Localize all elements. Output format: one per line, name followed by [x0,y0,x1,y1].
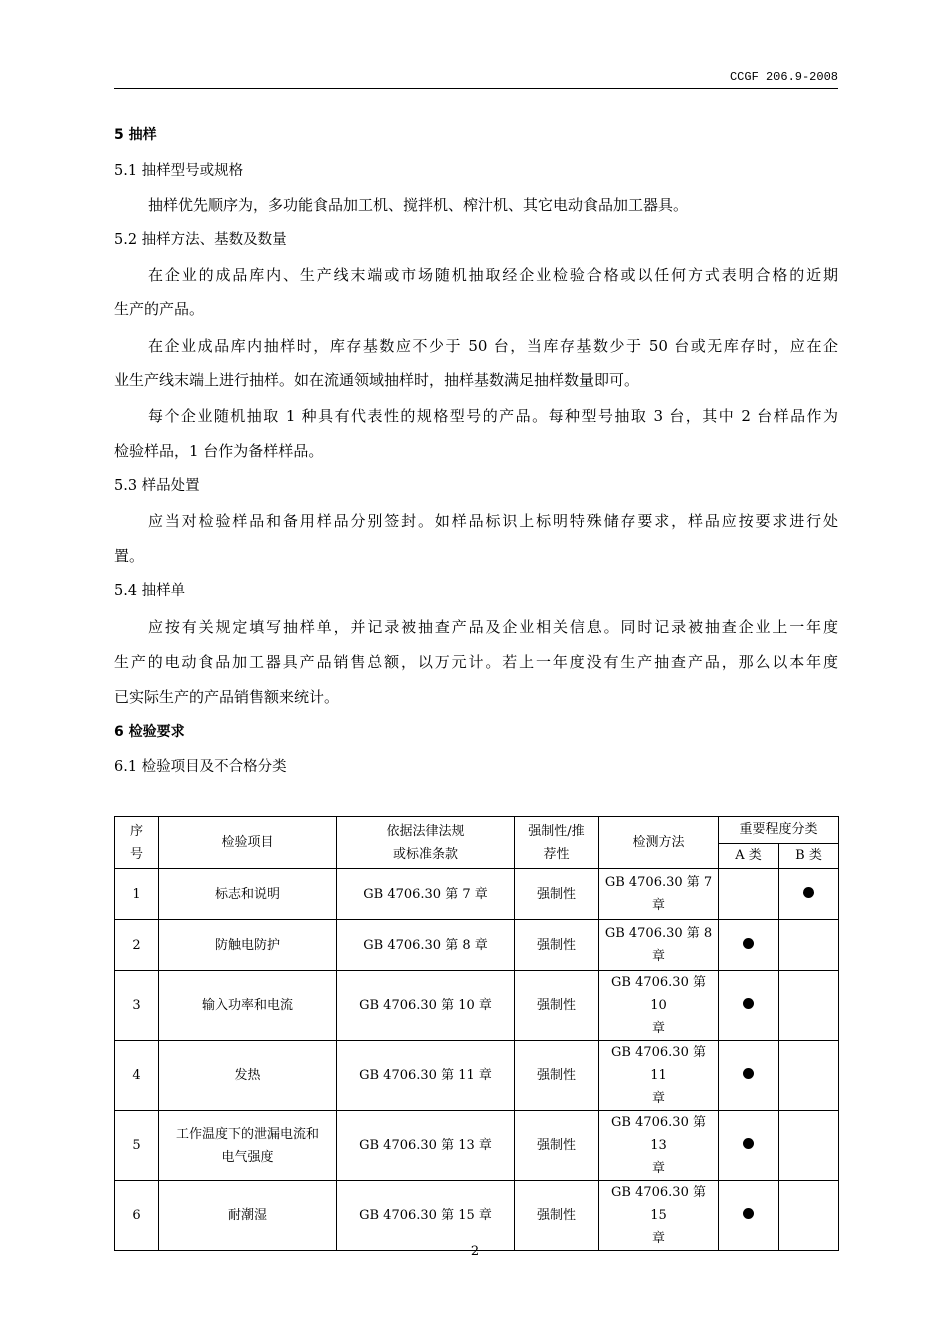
section-5-2-paragraph-2-line-1: 在企业成品库内抽样时，库存基数应不少于 50 台，当库存基数少于 50 台或无库存时，应在企 [148,337,838,355]
table-row [115,1181,839,1251]
cell-seq: 5 [115,1111,159,1181]
cell-class-b [779,1041,839,1111]
cell-item: 耐潮湿 [159,1181,337,1251]
section-5-1-title: 5.1 抽样型号或规格 [114,163,244,179]
cell-method: GB 4706.30 第 13 章 [599,1111,719,1181]
section-5-2-paragraph-1-line-1: 在企业的成品库内、生产线末端或市场随机抽取经企业检验合格或以任何方式表明合格的近期 [148,266,838,284]
cell-basis: GB 4706.30 第 13 章 [337,1111,515,1181]
section-6-title: 6 检验要求 [114,724,185,740]
section-6-1-title: 6.1 检验项目及不合格分类 [114,759,287,775]
inspection-items-table [114,816,839,1251]
section-5-4-paragraph-line-1: 应按有关规定填写抽样单，并记录被抽查产品及企业相关信息。同时记录被抽查企业上一年度 [148,618,838,636]
col-header-basis: 依据法律法规 或标准条款 [337,817,515,869]
col-header-item: 检验项目 [159,817,337,869]
filled-dot-icon [743,1208,754,1219]
cell-method: GB 4706.30 第 11 章 [599,1041,719,1111]
cell-mandatory: 强制性 [515,869,599,920]
cell-item: 输入功率和电流 [159,971,337,1041]
cell-class-a [719,1181,779,1251]
cell-seq: 3 [115,971,159,1041]
cell-class-a [719,920,779,971]
cell-item: 防触电防护 [159,920,337,971]
cell-class-b [779,971,839,1041]
section-5-4-paragraph-line-3: 已实际生产的产品销售额来统计。 [114,688,340,706]
cell-seq: 2 [115,920,159,971]
cell-item: 发热 [159,1041,337,1111]
page-number: 2 [470,1244,480,1259]
section-5-2-paragraph-2-line-2: 业生产线末端上进行抽样。如在流通领域抽样时，抽样基数满足抽样数量即可。 [114,371,640,389]
cell-seq: 6 [115,1181,159,1251]
cell-method: GB 4706.30 第 8 章 [599,920,719,971]
filled-dot-icon [743,938,754,949]
table-body [115,869,839,1251]
cell-seq: 4 [115,1041,159,1111]
filled-dot-icon [743,1138,754,1149]
cell-basis: GB 4706.30 第 7 章 [337,869,515,920]
cell-class-b [779,1181,839,1251]
cell-class-a [719,1111,779,1181]
section-5-title: 5 抽样 [114,127,157,143]
document-code: CCGF 206.9-2008 [729,70,838,84]
cell-seq: 1 [115,869,159,920]
section-5-2-title: 5.2 抽样方法、基数及数量 [114,232,287,248]
cell-basis: GB 4706.30 第 11 章 [337,1041,515,1111]
cell-mandatory: 强制性 [515,971,599,1041]
filled-dot-icon [803,887,814,898]
section-5-4-paragraph-line-2: 生产的电动食品加工器具产品销售总额，以万元计。若上一年度没有生产抽查产品，那么以本年度 [114,653,838,671]
table-row [115,971,839,1041]
cell-method: GB 4706.30 第 7 章 [599,869,719,920]
col-header-method: 检测方法 [599,817,719,869]
cell-mandatory: 强制性 [515,1041,599,1111]
table-row [115,1041,839,1111]
cell-class-a [719,869,779,920]
cell-mandatory: 强制性 [515,1181,599,1251]
col-header-seq: 序 号 [115,817,159,869]
cell-method: GB 4706.30 第 10 章 [599,971,719,1041]
page-header [114,70,838,89]
cell-item: 标志和说明 [159,869,337,920]
cell-class-b [779,920,839,971]
table-row [115,1111,839,1181]
section-5-3-title: 5.3 样品处置 [114,478,200,494]
section-5-2-paragraph-1-line-2: 生产的产品。 [114,300,205,318]
table-row [115,920,839,971]
filled-dot-icon [743,998,754,1009]
section-5-1-paragraph: 抽样优先顺序为，多功能食品加工机、搅拌机、榨汁机、其它电动食品加工器具。 [148,196,689,214]
col-header-class-b: B 类 [779,843,839,869]
cell-method: GB 4706.30 第 15 章 [599,1181,719,1251]
cell-item: 工作温度下的泄漏电流和 电气强度 [159,1111,337,1181]
section-5-3-paragraph-line-2: 置。 [114,547,145,565]
section-5-4-title: 5.4 抽样单 [114,583,186,599]
col-header-mandatory: 强制性/推 荐性 [515,817,599,869]
cell-class-a [719,971,779,1041]
col-header-importance: 重要程度分类 [719,817,839,844]
cell-mandatory: 强制性 [515,1111,599,1181]
cell-class-a [719,1041,779,1111]
cell-class-b [779,1111,839,1181]
table-row [115,869,839,920]
cell-basis: GB 4706.30 第 8 章 [337,920,515,971]
cell-basis: GB 4706.30 第 15 章 [337,1181,515,1251]
section-5-3-paragraph-line-1: 应当对检验样品和备用样品分别签封。如样品标识上标明特殊储存要求，样品应按要求进行处 [148,512,838,530]
table-header-row [115,817,839,844]
filled-dot-icon [743,1068,754,1079]
cell-basis: GB 4706.30 第 10 章 [337,971,515,1041]
cell-class-b [779,869,839,920]
section-5-2-paragraph-3-line-1: 每个企业随机抽取 1 种具有代表性的规格型号的产品。每种型号抽取 3 台，其中 2 台样品作为 [148,407,838,425]
col-header-class-a: A 类 [719,843,779,869]
section-5-2-paragraph-3-line-2: 检验样品，1 台作为备样样品。 [114,442,324,460]
cell-mandatory: 强制性 [515,920,599,971]
